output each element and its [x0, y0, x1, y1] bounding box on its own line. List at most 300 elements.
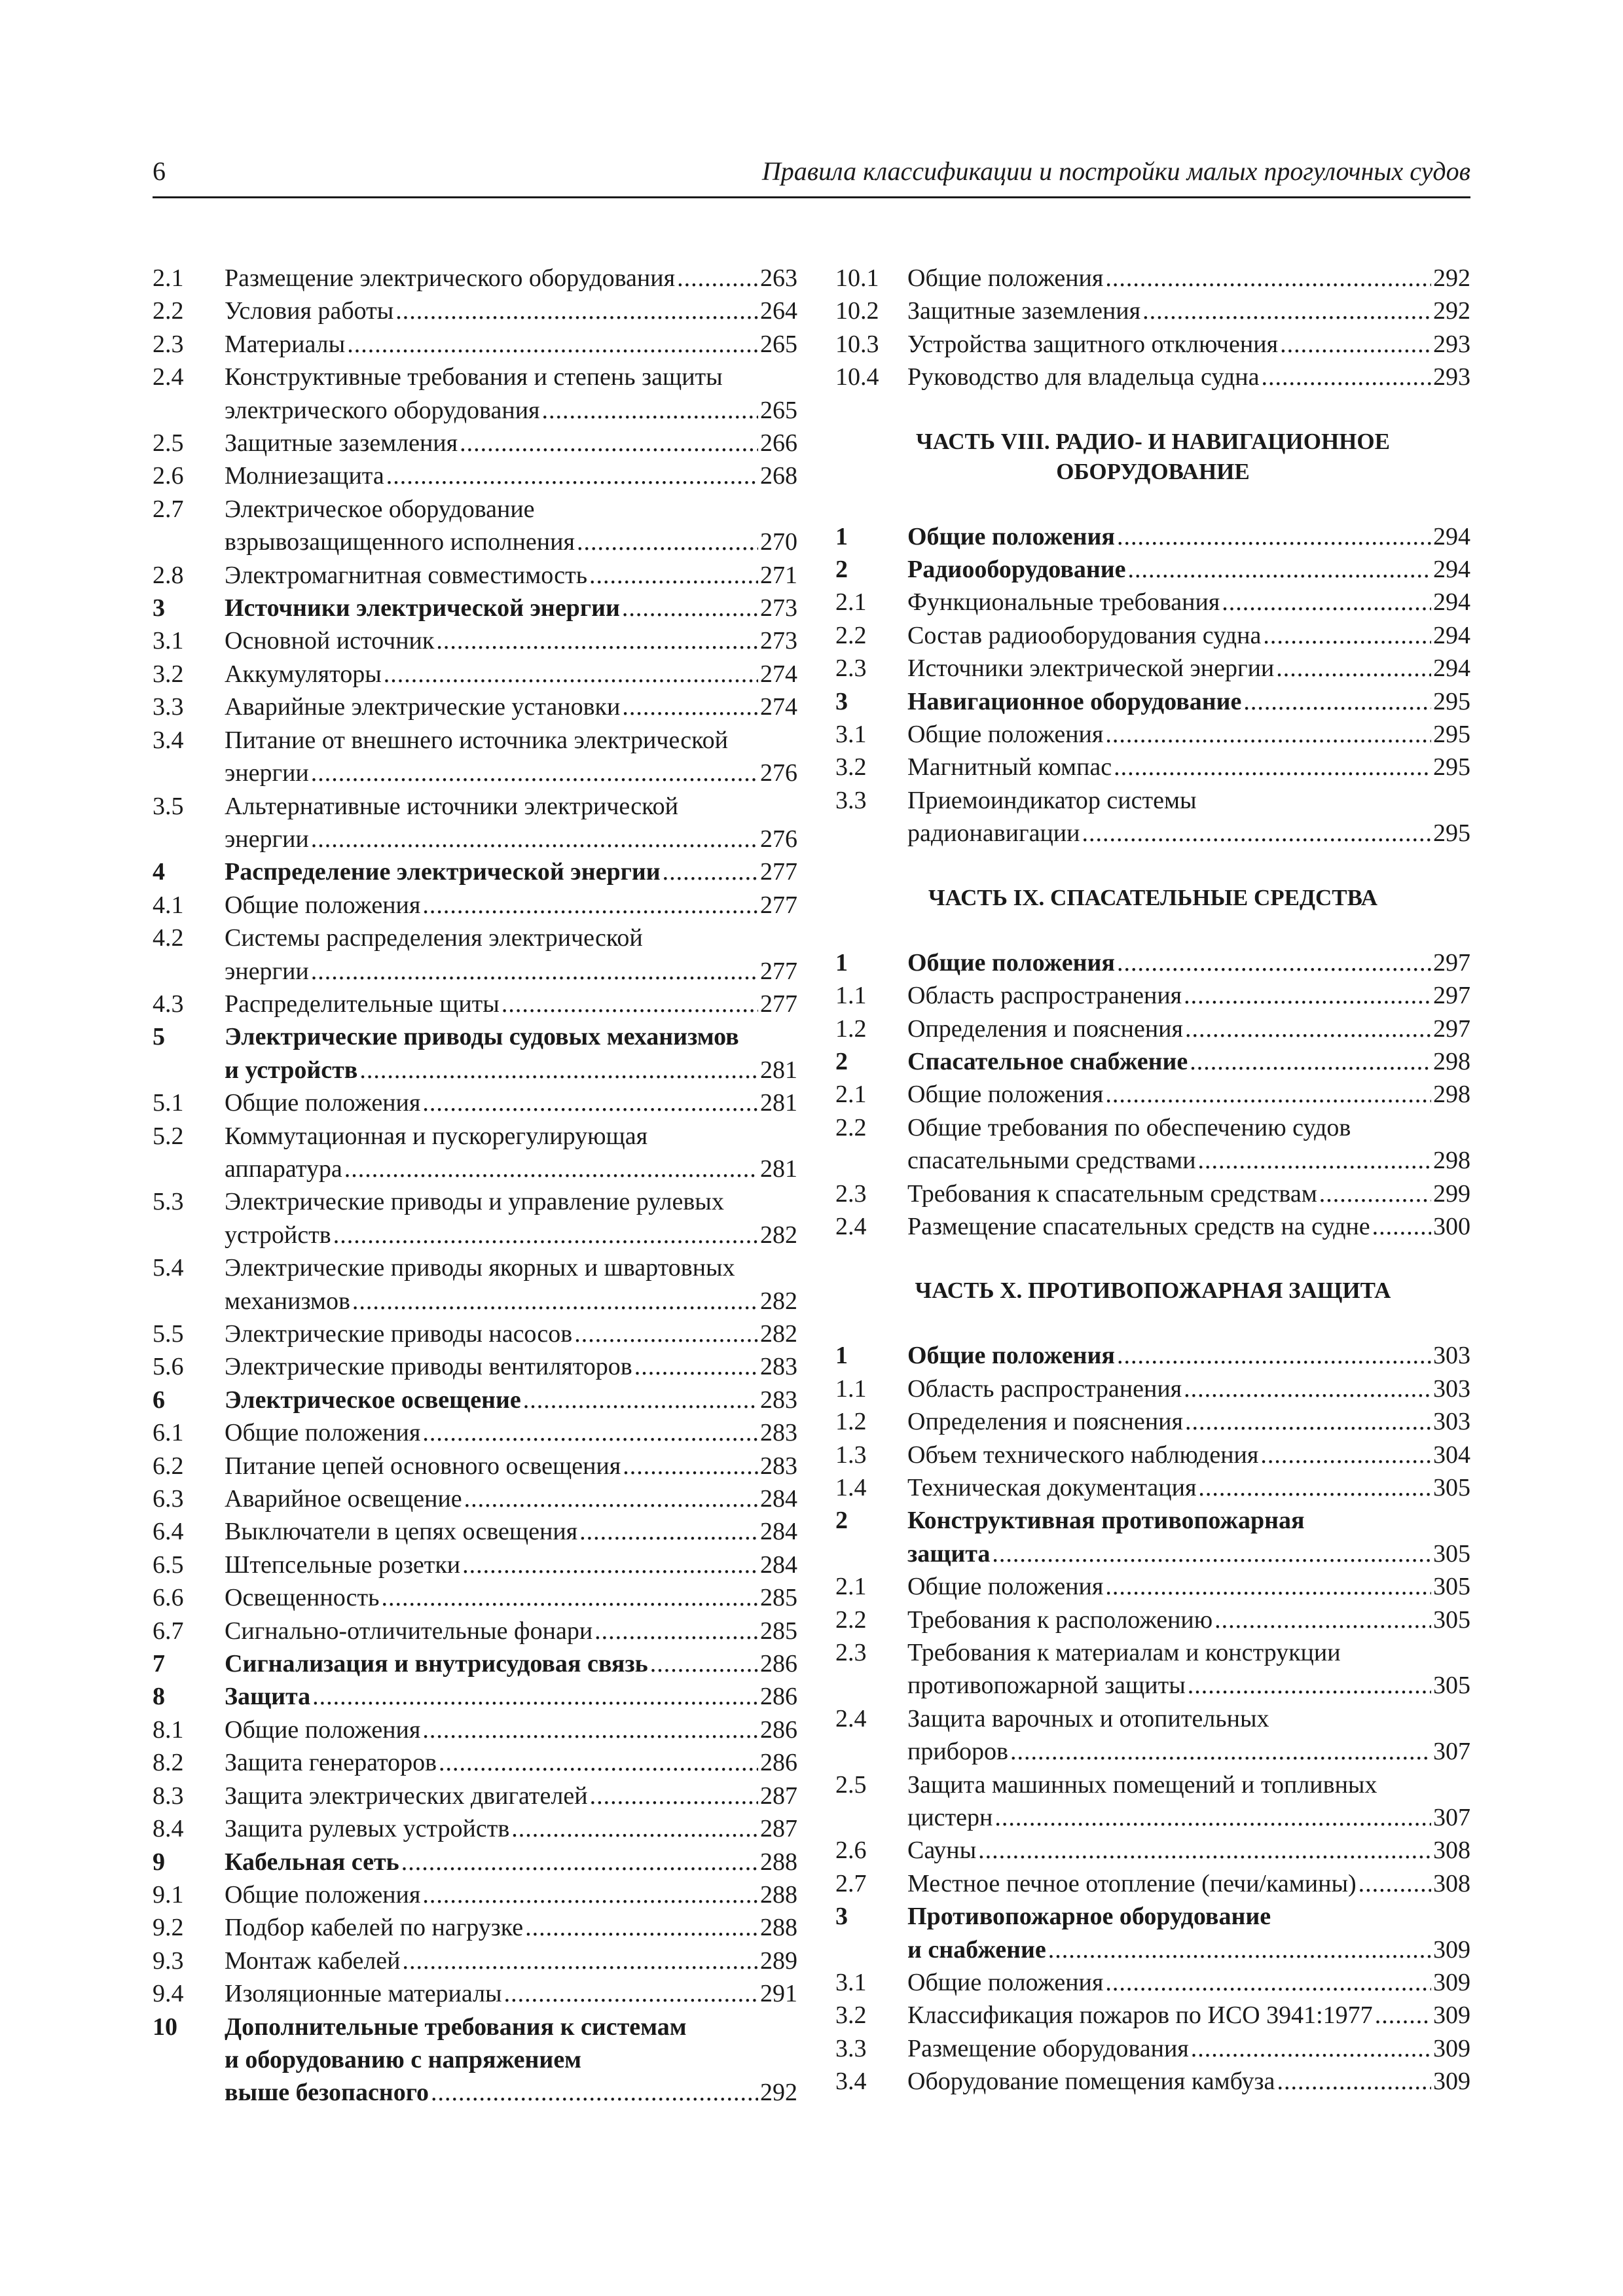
- entry-text: [907, 1966, 1470, 1999]
- section-number: 10.4: [835, 363, 879, 391]
- dot-leader: [1117, 1339, 1431, 1372]
- entry-text: [907, 1999, 1470, 2032]
- page-ref: 307: [1433, 1804, 1470, 1832]
- toc-entry[interactable]: [153, 1581, 797, 1614]
- toc-entry[interactable]: [835, 1504, 1470, 1570]
- dot-leader: [431, 2076, 758, 2109]
- page-ref: 282: [760, 1320, 797, 1348]
- dot-leader: [1372, 1210, 1431, 1243]
- entry-text: [907, 946, 1470, 979]
- section-number: 6.6: [153, 1584, 184, 1612]
- entry-text: [225, 1780, 797, 1812]
- toc-entry[interactable]: [835, 2032, 1470, 2065]
- toc-entry[interactable]: [835, 1966, 1470, 1999]
- entry-line: [907, 817, 1470, 850]
- page-ref: 305: [1433, 1473, 1470, 1501]
- entry-line: [907, 1144, 1470, 1177]
- entry-text: [225, 1549, 797, 1581]
- toc-entry[interactable]: [835, 1999, 1470, 2032]
- toc-entry[interactable]: [835, 262, 1470, 295]
- page-ref: 294: [1433, 556, 1470, 584]
- entry-line: [907, 1177, 1470, 1210]
- entry-line: [225, 922, 797, 954]
- section-number: 8.4: [153, 1815, 184, 1843]
- section-number: 2.4: [835, 1704, 867, 1732]
- entry-line: [907, 1966, 1470, 1999]
- toc-entry[interactable]: [835, 553, 1470, 586]
- entry-text: [907, 652, 1470, 685]
- dot-leader: [384, 658, 758, 691]
- toc-entry[interactable]: [835, 1177, 1470, 1210]
- page-ref: 308: [1433, 1869, 1470, 1897]
- page-ref: 274: [760, 693, 797, 721]
- dot-leader: [594, 1615, 758, 1647]
- entry-line: [907, 553, 1470, 586]
- entry-title: Оборудование помещения камбуза: [907, 2068, 1275, 2096]
- dot-leader: [1010, 1735, 1431, 1768]
- entry-text: [907, 1372, 1470, 1405]
- section-number: 2.2: [835, 621, 867, 649]
- entry-line: [225, 1647, 797, 1680]
- toc-entry[interactable]: [153, 1647, 797, 1680]
- dot-leader: [511, 1812, 758, 1845]
- entry-line: [225, 295, 797, 327]
- entry-text: [225, 1746, 797, 1779]
- page-ref: 288: [760, 1880, 797, 1909]
- entry-title: Защита электрических двигателей: [225, 1782, 588, 1810]
- entry-line: [907, 1111, 1470, 1144]
- entry-title: Аккумуляторы: [225, 660, 382, 688]
- entry-line: [907, 685, 1470, 718]
- page-ref: 309: [1433, 2034, 1470, 2062]
- dot-leader: [574, 1318, 758, 1350]
- toc-column-left: [153, 262, 797, 2109]
- page-ref: 294: [1433, 588, 1470, 617]
- toc-entry[interactable]: [153, 262, 797, 295]
- entry-line: [907, 1439, 1470, 1471]
- toc-entry[interactable]: [835, 718, 1470, 751]
- entry-text: [225, 559, 797, 592]
- dot-leader: [525, 1911, 758, 1944]
- toc-entry[interactable]: [835, 1078, 1470, 1111]
- entry-line: [907, 1570, 1470, 1603]
- entry-title: аппаратура: [225, 1155, 342, 1183]
- toc-entry[interactable]: [835, 2065, 1470, 2098]
- toc-entry[interactable]: [153, 790, 797, 856]
- entry-title: Альтернативные источники электрической: [225, 792, 678, 820]
- toc-entry[interactable]: [153, 658, 797, 691]
- toc-entry[interactable]: [835, 1471, 1470, 1504]
- part-heading-line: ЧАСТЬ VIII. РАДИО- И НАВИГАЦИОННОЕ: [916, 428, 1390, 454]
- entry-text: [907, 1045, 1470, 1078]
- toc-entry[interactable]: [153, 559, 797, 592]
- section-number: 5.6: [153, 1353, 184, 1381]
- section-number: 5.4: [153, 1254, 184, 1282]
- toc-entry[interactable]: [835, 946, 1470, 979]
- entry-line: [225, 493, 797, 526]
- page-ref: 309: [1433, 1969, 1470, 1997]
- dot-leader: [460, 427, 758, 459]
- dot-leader: [542, 394, 758, 427]
- toc-entry[interactable]: [835, 1834, 1470, 1867]
- entry-line: [907, 1636, 1470, 1669]
- dot-leader: [344, 1153, 758, 1185]
- section-number: 2.7: [153, 495, 184, 523]
- page-ref: 281: [760, 1056, 797, 1084]
- toc-entry[interactable]: [835, 1210, 1470, 1243]
- toc-entry[interactable]: [153, 1086, 797, 1119]
- toc-entry[interactable]: [835, 1636, 1470, 1702]
- entry-title: энергии: [225, 825, 309, 853]
- entry-text: [225, 1416, 797, 1449]
- toc-entry[interactable]: [153, 592, 797, 624]
- entry-line: [907, 262, 1470, 295]
- toc-entry[interactable]: [153, 1812, 797, 1845]
- entry-line: [225, 459, 797, 492]
- dot-leader: [1222, 586, 1431, 619]
- entry-text: [907, 1078, 1470, 1111]
- entry-text: [225, 624, 797, 657]
- entry-title: Защита генераторов: [225, 1749, 437, 1777]
- toc-entry[interactable]: [153, 1020, 797, 1086]
- toc-entry[interactable]: [835, 1768, 1470, 1835]
- toc-entry[interactable]: [835, 328, 1470, 361]
- entry-title: Общие положения: [907, 522, 1115, 550]
- entry-text: [225, 1812, 797, 1845]
- entry-title: Требования к расположению: [907, 1605, 1213, 1634]
- toc-entry[interactable]: [835, 1405, 1470, 1438]
- toc-entry[interactable]: [153, 361, 797, 427]
- toc-entry[interactable]: [835, 979, 1470, 1012]
- entry-text: [225, 459, 797, 492]
- page-ref: 276: [760, 759, 797, 787]
- toc-entry[interactable]: [153, 1482, 797, 1515]
- toc-entry[interactable]: [835, 1702, 1470, 1768]
- section-number: 8: [153, 1683, 165, 1711]
- section-number: 4: [153, 858, 165, 886]
- entry-text: [225, 1450, 797, 1482]
- entry-text: [225, 493, 797, 559]
- part-heading: [835, 394, 1470, 520]
- entry-text: [907, 1111, 1470, 1177]
- section-number: 6.1: [153, 1419, 184, 1447]
- dot-leader: [1105, 1966, 1431, 1999]
- toc-entry[interactable]: [153, 1945, 797, 1977]
- toc-entry[interactable]: [153, 1615, 797, 1647]
- entry-text: [907, 1834, 1470, 1867]
- page-ref: 277: [760, 891, 797, 919]
- entry-text: [907, 1900, 1470, 1966]
- entry-line: [225, 1713, 797, 1746]
- toc-entry[interactable]: [153, 2011, 797, 2109]
- page-ref: 287: [760, 1815, 797, 1843]
- toc-entry[interactable]: [835, 1900, 1470, 1966]
- entry-line: [225, 2011, 797, 2043]
- page-ref: 288: [760, 1914, 797, 1942]
- page-ref: 283: [760, 1353, 797, 1381]
- entry-line: [225, 592, 797, 624]
- toc-entry[interactable]: [153, 624, 797, 657]
- entry-text: [225, 1945, 797, 1977]
- dot-leader: [311, 823, 758, 855]
- page-ref: 288: [760, 1848, 797, 1876]
- section-number: 3.1: [835, 1969, 867, 1997]
- toc-entry[interactable]: [153, 1746, 797, 1779]
- page-ref: 281: [760, 1089, 797, 1117]
- toc-column-right: [835, 262, 1470, 2098]
- entry-text: [907, 784, 1470, 850]
- section-number: 6.5: [153, 1551, 184, 1579]
- entry-title: Коммутационная и пускорегулирующая: [225, 1122, 648, 1150]
- entry-line: [225, 1285, 797, 1318]
- section-number: 2.2: [153, 297, 184, 325]
- entry-title: Размещение электрического оборудования: [225, 264, 676, 292]
- section-number: 3.2: [835, 753, 867, 781]
- toc-entry[interactable]: [835, 520, 1470, 553]
- section-number: 6.2: [153, 1452, 184, 1480]
- entry-text: [907, 520, 1470, 553]
- toc-entry[interactable]: [835, 619, 1470, 652]
- toc-entry[interactable]: [153, 427, 797, 459]
- entry-line: [907, 1604, 1470, 1636]
- page-ref: 268: [760, 462, 797, 490]
- page-ref: 277: [760, 858, 797, 886]
- entry-title: Объем технического наблюдения: [907, 1441, 1259, 1469]
- entry-title: Определения и пояснения: [907, 1014, 1183, 1043]
- entry-line: [225, 988, 797, 1020]
- entry-line: [225, 1812, 797, 1845]
- dot-leader: [1280, 328, 1431, 361]
- section-number: 3.2: [835, 2001, 867, 2030]
- entry-line: [907, 1900, 1470, 1933]
- toc-entry[interactable]: [153, 855, 797, 888]
- toc-entry[interactable]: [835, 1439, 1470, 1471]
- toc-entry[interactable]: [835, 361, 1470, 393]
- dot-leader: [1185, 1013, 1431, 1045]
- entry-line: [225, 1581, 797, 1614]
- entry-line: [225, 1384, 797, 1416]
- dot-leader: [589, 559, 758, 592]
- entry-text: [907, 295, 1470, 327]
- entry-title: защита: [907, 1539, 991, 1568]
- entry-text: [225, 1878, 797, 1911]
- entry-title: Электрическое оборудование: [225, 495, 535, 523]
- entry-text: [225, 1350, 797, 1383]
- entry-line: [225, 361, 797, 393]
- toc-entry[interactable]: [153, 1977, 797, 2010]
- dot-leader: [1142, 295, 1431, 327]
- entry-title: Размещение спасательных средств на судне: [907, 1212, 1370, 1240]
- toc-entry[interactable]: [153, 1713, 797, 1746]
- entry-line: [907, 1702, 1470, 1735]
- entry-line: [907, 1210, 1470, 1243]
- section-number: 3: [153, 594, 165, 622]
- toc-entry[interactable]: [153, 1384, 797, 1416]
- toc-entry[interactable]: [835, 685, 1470, 718]
- entry-line: [225, 1911, 797, 1944]
- toc-entry[interactable]: [153, 691, 797, 723]
- entry-line: [225, 1846, 797, 1878]
- entry-title: Требования к спасательным средствам: [907, 1179, 1317, 1208]
- dot-leader: [403, 1945, 759, 1977]
- toc-entry[interactable]: [153, 724, 797, 790]
- toc-entry[interactable]: [153, 988, 797, 1020]
- toc-entry[interactable]: [835, 1570, 1470, 1603]
- toc-entry[interactable]: [153, 1350, 797, 1383]
- entry-line: [225, 1416, 797, 1449]
- toc-entry[interactable]: [153, 1911, 797, 1944]
- section-number: 2.1: [835, 1573, 867, 1601]
- page-number: 6: [153, 156, 166, 186]
- dot-leader: [381, 1581, 758, 1614]
- toc-entry[interactable]: [153, 1251, 797, 1318]
- entry-text: [225, 1384, 797, 1416]
- entry-title: энергии: [225, 957, 309, 985]
- page-ref: 292: [1433, 264, 1470, 292]
- entry-line: [907, 619, 1470, 652]
- section-number: 6.4: [153, 1518, 184, 1546]
- toc-entry[interactable]: [153, 493, 797, 559]
- toc-entry[interactable]: [835, 1339, 1470, 1372]
- section-number: 2.5: [153, 429, 184, 457]
- toc-entry[interactable]: [153, 1416, 797, 1449]
- toc-entry[interactable]: [153, 459, 797, 492]
- entry-title: Спасательное снабжение: [907, 1047, 1188, 1075]
- toc-entry[interactable]: [835, 1604, 1470, 1636]
- entry-title: Штепсельные розетки: [225, 1551, 461, 1579]
- entry-text: [225, 658, 797, 691]
- entry-title: Приемоиндикатор системы: [907, 786, 1197, 814]
- section-number: 9: [153, 1848, 165, 1876]
- entry-title: Защитные заземления: [907, 297, 1141, 325]
- page-ref: 293: [1433, 330, 1470, 358]
- entry-line: [225, 1945, 797, 1977]
- entry-title: Общие положения: [907, 1081, 1104, 1109]
- dot-leader: [464, 1482, 758, 1515]
- dot-leader: [401, 1846, 758, 1878]
- entry-title: Основной источник: [225, 627, 435, 655]
- section-number: 2.6: [153, 462, 184, 490]
- toc-entry[interactable]: [153, 328, 797, 361]
- entry-text: [907, 1768, 1470, 1835]
- entry-line: [907, 1999, 1470, 2032]
- dot-leader: [1375, 1999, 1431, 2032]
- toc-entry[interactable]: [153, 1318, 797, 1350]
- section-number: 2.2: [835, 1605, 867, 1634]
- part-heading-line: ЧАСТЬ IX. СПАСАТЕЛЬНЫЕ СРЕДСТВА: [928, 884, 1378, 910]
- entry-title: Общие положения: [225, 891, 421, 919]
- entry-text: [225, 1846, 797, 1878]
- entry-line: [225, 855, 797, 888]
- entry-title: Классификация пожаров по ИСО 3941:1977: [907, 2001, 1373, 2030]
- entry-text: [907, 1636, 1470, 1702]
- toc-entry[interactable]: [153, 1450, 797, 1482]
- entry-line: [907, 1801, 1470, 1834]
- entry-line: [225, 1746, 797, 1779]
- entry-title: выше безопасного: [225, 2079, 429, 2107]
- toc-entry[interactable]: [835, 1013, 1470, 1045]
- entry-line: [907, 1834, 1470, 1867]
- entry-title: устройств: [225, 1221, 331, 1249]
- entry-line: [907, 1372, 1470, 1405]
- section-number: 2.8: [153, 561, 184, 589]
- entry-text: [907, 718, 1470, 751]
- page-ref: 294: [1433, 522, 1470, 550]
- entry-title: Освещенность: [225, 1584, 380, 1612]
- page-ref: 308: [1433, 1837, 1470, 1865]
- toc-entry[interactable]: [835, 1111, 1470, 1177]
- toc-entry[interactable]: [153, 1846, 797, 1878]
- entry-title: Общие положения: [225, 1419, 421, 1447]
- toc-entry[interactable]: [153, 1878, 797, 1911]
- toc-entry[interactable]: [153, 1549, 797, 1581]
- page-ref: 283: [760, 1386, 797, 1414]
- entry-text: [907, 2065, 1470, 2098]
- page-ref: 309: [1433, 2068, 1470, 2096]
- toc-entry[interactable]: [153, 295, 797, 327]
- entry-title: противопожарной защиты: [907, 1672, 1186, 1700]
- toc-entry[interactable]: [153, 922, 797, 988]
- toc-entry[interactable]: [835, 652, 1470, 685]
- entry-title: Аварийное освещение: [225, 1485, 462, 1513]
- entry-line: [225, 1549, 797, 1581]
- dot-leader: [1184, 1372, 1431, 1405]
- entry-text: [225, 361, 797, 427]
- entry-text: [907, 262, 1470, 295]
- entry-line: [907, 1768, 1470, 1801]
- toc-entry[interactable]: [153, 1515, 797, 1548]
- toc-entry[interactable]: [835, 751, 1470, 783]
- entry-line: [225, 955, 797, 988]
- dot-leader: [1117, 520, 1431, 553]
- page-ref: 286: [760, 1650, 797, 1678]
- entry-text: [225, 427, 797, 459]
- toc-entry[interactable]: [835, 586, 1470, 619]
- entry-line: [225, 262, 797, 295]
- entry-title: Изоляционные материалы: [225, 1980, 502, 2008]
- section-number: 6.3: [153, 1485, 184, 1513]
- section-number: 2: [835, 556, 848, 584]
- toc-entry[interactable]: [835, 1045, 1470, 1078]
- entry-text: [907, 1177, 1470, 1210]
- section-number: 5.1: [153, 1089, 184, 1117]
- entry-line: [907, 1537, 1470, 1570]
- entry-title: Защита машинных помещений и топливных: [907, 1770, 1377, 1799]
- toc-entry[interactable]: [835, 1372, 1470, 1405]
- entry-title: Область распространения: [907, 1374, 1182, 1403]
- entry-line: [907, 328, 1470, 361]
- dot-leader: [1117, 946, 1431, 979]
- entry-line: [225, 1977, 797, 2010]
- toc-entry[interactable]: [153, 889, 797, 922]
- entry-title: Размещение оборудования: [907, 2034, 1189, 2062]
- entry-line: [225, 1120, 797, 1153]
- toc-entry[interactable]: [153, 1780, 797, 1812]
- page-ref: 303: [1433, 1408, 1470, 1436]
- entry-title: Электромагнитная совместимость: [225, 561, 588, 589]
- toc-entry[interactable]: [835, 295, 1470, 327]
- page-ref: 292: [760, 2079, 797, 2107]
- dot-leader: [1214, 1604, 1431, 1636]
- toc-entry[interactable]: [835, 1867, 1470, 1900]
- toc-entry[interactable]: [153, 1680, 797, 1713]
- toc-entry[interactable]: [153, 1185, 797, 1251]
- toc-entry[interactable]: [835, 784, 1470, 850]
- page-ref: 277: [760, 957, 797, 985]
- toc-entry[interactable]: [153, 1120, 797, 1186]
- dot-leader: [1319, 1177, 1431, 1210]
- entry-title: Область распространения: [907, 982, 1182, 1010]
